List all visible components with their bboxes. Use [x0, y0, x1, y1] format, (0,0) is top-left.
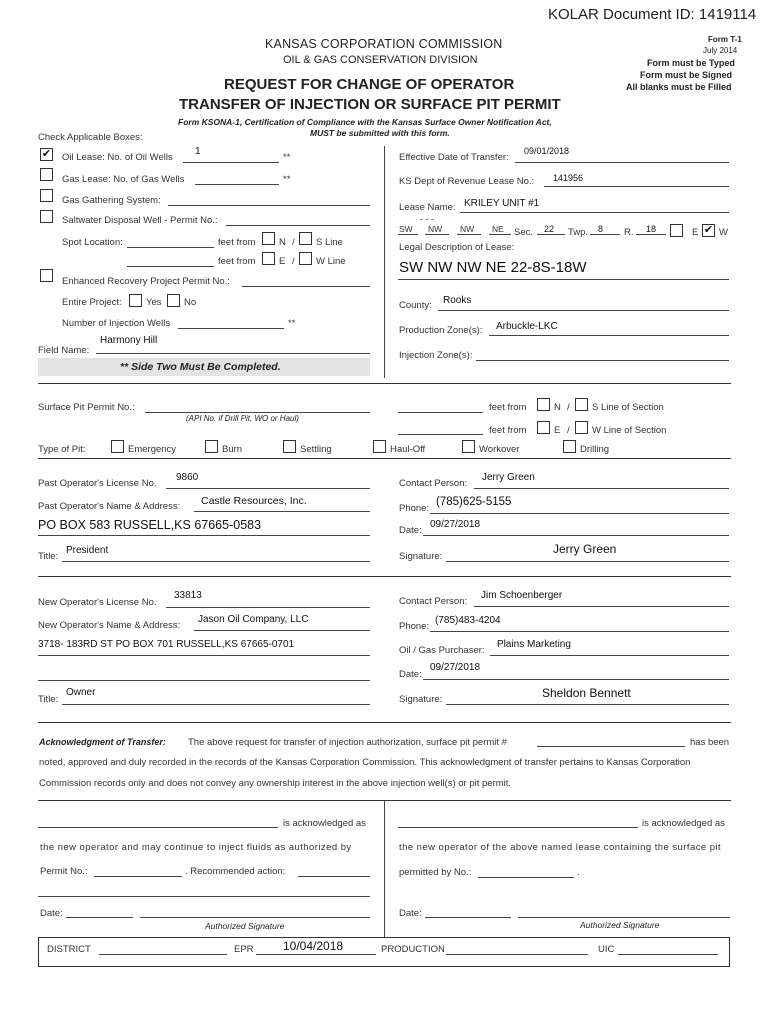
- new-address-line-2[interactable]: [38, 680, 370, 681]
- quarter-4-line: [489, 234, 511, 235]
- district-line[interactable]: [99, 954, 227, 955]
- ack-lead: Acknowledgment of Transfer:: [39, 737, 166, 747]
- quarter-dashes: - - -: [420, 214, 434, 224]
- pit-permit-label: Surface Pit Permit No.:: [38, 402, 135, 413]
- sec-line: [537, 234, 565, 235]
- division-name: OIL & GAS CONSERVATION DIVISION: [283, 54, 478, 66]
- new-license-line: [166, 607, 370, 608]
- eor-checkbox[interactable]: [40, 269, 53, 282]
- ack-text-1: The above request for transfer of injection authorization, surface pit permit #: [188, 737, 507, 748]
- subtitle-2: MUST be submitted with this form.: [310, 128, 450, 138]
- legal-description-line: [398, 279, 729, 280]
- new-license-label: New Operator's License No.: [38, 597, 157, 608]
- right-authorized-signature: Authorized Signature: [580, 920, 660, 930]
- past-contact-value[interactable]: Jerry Green: [482, 472, 535, 483]
- gas-lease-label: Gas Lease: No. of Gas Wells: [62, 174, 185, 185]
- left-permit-no-label: Permit No.:: [40, 866, 88, 877]
- new-title-line: [62, 704, 370, 705]
- pit-w-checkbox[interactable]: [575, 421, 588, 434]
- emergency-label: Emergency: [128, 444, 177, 455]
- past-date-value[interactable]: 09/27/2018: [430, 519, 481, 530]
- entire-project-label: Entire Project:: [62, 297, 122, 308]
- slash-separator: /: [567, 425, 570, 436]
- pit-n-checkbox[interactable]: [537, 398, 550, 411]
- past-license-value[interactable]: 9860: [176, 472, 199, 483]
- quarter-2-line: [425, 234, 449, 235]
- drilling-checkbox[interactable]: [563, 440, 576, 453]
- effective-date-line: [515, 162, 729, 163]
- past-phone-label: Phone:: [399, 503, 430, 514]
- side-two-note: ** Side Two Must Be Completed.: [120, 361, 281, 373]
- spot-ns-line[interactable]: [127, 247, 214, 248]
- new-name-label: New Operator's Name & Address:: [38, 620, 181, 631]
- gas-lease-checkbox[interactable]: [40, 168, 53, 181]
- injection-wells-line[interactable]: [178, 328, 284, 329]
- form-date: July 2014: [703, 46, 738, 55]
- new-name-value[interactable]: Jason Oil Company, LLC: [198, 614, 309, 625]
- gas-gathering-checkbox[interactable]: [40, 189, 53, 202]
- gas-wells-stars: **: [283, 174, 291, 185]
- ack-text-2: noted, approved and duly recorded in the records of the Kansas Corporation Commission. This acknowledgment of transfer pertains to Kansas Corporation: [39, 757, 691, 768]
- spot-n-checkbox[interactable]: [262, 232, 275, 245]
- quarter-1-line: [398, 234, 418, 235]
- production-zone-value[interactable]: Arbuckle-LKC: [496, 321, 558, 332]
- twp-line: [590, 234, 620, 235]
- past-date-label: Date:: [399, 525, 422, 536]
- quarter-1[interactable]: SW: [399, 224, 413, 234]
- right-date-label: Date:: [399, 908, 422, 919]
- left-ack-line[interactable]: [38, 827, 278, 828]
- range-e-label: E: [692, 227, 699, 238]
- pit-feet-from-1: feet from: [489, 402, 527, 413]
- form-number: Form T-1: [708, 35, 742, 44]
- ack-text-3: Commission records only and does not convey any ownership interest in the above injection well(s) or pit permit.: [39, 778, 512, 789]
- workover-checkbox[interactable]: [462, 440, 475, 453]
- epr-label: EPR: [234, 944, 254, 955]
- pit-type-label: Type of Pit:: [38, 444, 86, 455]
- drilling-label: Drilling: [580, 444, 610, 455]
- settling-label: Settling: [300, 444, 332, 455]
- ack-permit-line[interactable]: [537, 746, 685, 747]
- new-title-value[interactable]: Owner: [66, 687, 96, 698]
- spot-n-label: N: [279, 237, 286, 248]
- quarter-2[interactable]: NW: [428, 224, 443, 234]
- past-date-line: [423, 535, 729, 536]
- slash-separator: /: [292, 256, 295, 267]
- new-phone-line: [430, 631, 729, 632]
- right-is-acknowledged: is acknowledged as: [642, 818, 725, 829]
- left-permit-no-line[interactable]: [94, 876, 182, 877]
- pit-feet-from-2: feet from: [489, 425, 527, 436]
- field-name-line: [96, 353, 370, 354]
- past-name-label: Past Operator's Name & Address:: [38, 501, 181, 512]
- new-name-line: [194, 630, 370, 631]
- left-is-acknowledged: is acknowledged as: [283, 818, 366, 829]
- ks-lease-line: [544, 186, 729, 187]
- epr-date[interactable]: 10/04/2018: [283, 939, 344, 953]
- emergency-checkbox[interactable]: [111, 440, 124, 453]
- county-line: [438, 310, 729, 311]
- sec-value[interactable]: 22: [544, 224, 555, 234]
- hauloff-label: Haul-Off: [390, 444, 426, 455]
- swd-label: Saltwater Disposal Well - Permit No.:: [62, 215, 218, 226]
- past-contact-line: [474, 488, 729, 489]
- ks-lease-label: KS Dept of Revenue Lease No.:: [399, 176, 535, 187]
- right-ack-line[interactable]: [398, 827, 638, 828]
- recommended-action-label: . Recommended action:: [185, 866, 286, 877]
- past-address-value[interactable]: PO BOX 583 RUSSELL,KS 67665-0583: [38, 518, 262, 532]
- purchaser-line: [490, 655, 729, 656]
- lease-name-line: [460, 212, 729, 213]
- lease-name-value[interactable]: KRILEY UNIT #1: [464, 198, 540, 209]
- quarter-3[interactable]: NW: [460, 224, 475, 234]
- pit-e-checkbox[interactable]: [537, 421, 550, 434]
- left-signature-line[interactable]: [140, 917, 370, 918]
- field-name-label: Field Name:: [38, 345, 90, 356]
- pit-permit-line[interactable]: [145, 412, 370, 413]
- section-rule: [38, 458, 731, 459]
- legal-description-value[interactable]: SW NW NW NE 22-8S-18W: [399, 259, 587, 276]
- permitted-by-line[interactable]: [478, 877, 574, 878]
- spot-location-label: Spot Location:: [62, 237, 123, 248]
- yes-label: Yes: [146, 297, 162, 308]
- right-date-line[interactable]: [425, 917, 511, 918]
- eor-permit-line[interactable]: [242, 286, 370, 287]
- twp-value[interactable]: 8: [598, 224, 604, 234]
- county-value[interactable]: Rooks: [443, 295, 472, 306]
- spot-e-label: E: [279, 256, 286, 267]
- past-title-line: [62, 561, 370, 562]
- uic-line[interactable]: [618, 954, 718, 955]
- left-date-line[interactable]: [66, 917, 133, 918]
- pit-ns-line[interactable]: [398, 412, 483, 413]
- recommended-action-line[interactable]: [298, 876, 370, 877]
- new-phone-value[interactable]: (785)483-4204: [435, 615, 501, 626]
- county-label: County:: [399, 300, 432, 311]
- agency-name: KANSAS CORPORATION COMMISSION: [265, 37, 503, 51]
- quarter-3-line: [457, 234, 481, 235]
- past-phone-line: [430, 513, 729, 514]
- oil-lease-label: Oil Lease: No. of Oil Wells: [62, 152, 173, 163]
- range-value[interactable]: 18: [646, 224, 657, 234]
- new-signature-label: Signature:: [399, 694, 443, 705]
- range-label: R.: [624, 227, 634, 238]
- document-id: KOLAR Document ID: 1419114: [548, 6, 757, 23]
- oil-wells-value[interactable]: 1: [195, 146, 201, 157]
- form-title-2: TRANSFER OF INJECTION OR SURFACE PIT PERMIT: [179, 96, 561, 113]
- section-rule: [38, 576, 731, 577]
- spot-w-label: W Line: [316, 256, 346, 267]
- sec-label: Sec.: [514, 227, 534, 238]
- past-signature-label: Signature:: [399, 551, 443, 562]
- field-name-value[interactable]: Harmony Hill: [100, 335, 158, 346]
- left-date-label: Date:: [40, 908, 63, 919]
- range-line: [636, 234, 666, 235]
- pit-n-label: N: [554, 402, 561, 413]
- new-address-value[interactable]: 3718- 183RD ST PO BOX 701 RUSSELL,KS 67665-0701: [38, 639, 295, 650]
- entire-project-no-checkbox[interactable]: [167, 294, 180, 307]
- left-authorized-signature: Authorized Signature: [205, 921, 285, 931]
- production-label: PRODUCTION: [381, 944, 445, 955]
- new-signature-value[interactable]: Sheldon Bennett: [542, 686, 631, 700]
- ks-lease-value[interactable]: 141956: [553, 173, 584, 183]
- production-zone-label: Production Zone(s):: [399, 325, 483, 336]
- new-address-line: [38, 655, 370, 656]
- entire-project-yes-checkbox[interactable]: [129, 294, 142, 307]
- new-signature-line: [446, 704, 729, 705]
- district-label: DISTRICT: [47, 944, 91, 955]
- gas-gathering-label: Gas Gathering System:: [62, 195, 161, 206]
- section-rule: [38, 383, 731, 384]
- past-license-line: [166, 488, 370, 489]
- spot-w-checkbox[interactable]: [299, 252, 312, 265]
- spot-feet-from-2: feet from: [218, 256, 256, 267]
- new-date-label: Date:: [399, 669, 422, 680]
- form-title-1: REQUEST FOR CHANGE OF OPERATOR: [224, 76, 515, 93]
- new-title-label: Title:: [38, 694, 59, 705]
- new-contact-value[interactable]: Jim Schoenberger: [481, 590, 563, 601]
- pit-w-label: W Line of Section: [592, 425, 667, 436]
- past-name-value[interactable]: Castle Resources, Inc.: [201, 495, 307, 507]
- oil-wells-stars: **: [283, 152, 291, 163]
- api-note: (API No. if Drill Pit, WO or Haul): [186, 414, 299, 423]
- burn-label: Burn: [222, 444, 243, 455]
- pit-ew-line[interactable]: [398, 434, 483, 435]
- check-boxes-label: Check Applicable Boxes:: [38, 132, 143, 143]
- note-typed: Form must be Typed: [647, 58, 735, 68]
- right-ack-text: the new operator of the above named lease containing the surface pit: [399, 842, 722, 853]
- purchaser-label: Oil / Gas Purchaser:: [399, 645, 485, 656]
- workover-label: Workover: [479, 444, 520, 455]
- injection-zone-label: Injection Zone(s):: [399, 350, 473, 361]
- past-phone-value[interactable]: (785)625-5155: [436, 496, 512, 508]
- legal-description-label: Legal Description of Lease:: [399, 242, 515, 253]
- gas-gathering-line[interactable]: [168, 205, 370, 206]
- past-title-label: Title:: [38, 551, 59, 562]
- new-license-value[interactable]: 33813: [174, 590, 202, 601]
- slash-separator: /: [567, 402, 570, 413]
- note-signed: Form must be Signed: [640, 70, 733, 80]
- range-w-label: W: [719, 227, 728, 238]
- effective-date-value[interactable]: 09/01/2018: [524, 146, 570, 156]
- spot-e-checkbox[interactable]: [262, 252, 275, 265]
- settling-checkbox[interactable]: [283, 440, 296, 453]
- ack-has-been: has been: [690, 737, 730, 748]
- permitted-by-period: .: [577, 867, 580, 878]
- check-mark-icon: ✔: [41, 148, 52, 160]
- uic-label: UIC: [598, 944, 615, 955]
- twp-label: Twp.: [568, 227, 589, 238]
- left-ack-text: the new operator and may continue to inject fluids as authorized by: [40, 842, 352, 853]
- column-divider: [384, 146, 385, 378]
- injection-wells-stars: **: [288, 318, 296, 329]
- past-name-line: [194, 511, 370, 512]
- past-contact-label: Contact Person:: [399, 478, 468, 489]
- spot-ew-line[interactable]: [127, 266, 214, 267]
- subtitle-1: Form KSONA-1, Certification of Compliance with the Kansas Surface Owner Notification Act,: [178, 117, 552, 127]
- note-filled: All blanks must be Filled: [626, 82, 732, 92]
- spot-s-checkbox[interactable]: [299, 232, 312, 245]
- pit-e-label: E: [554, 425, 561, 436]
- no-label: No: [184, 297, 197, 308]
- spot-feet-from-1: feet from: [218, 237, 256, 248]
- gas-wells-line[interactable]: [195, 184, 279, 185]
- pit-s-checkbox[interactable]: [575, 398, 588, 411]
- pit-s-label: S Line of Section: [592, 402, 664, 413]
- past-license-label: Past Operator's License No.: [38, 478, 157, 489]
- eor-label: Enhanced Recovery Project Permit No.:: [62, 276, 230, 287]
- past-signature-line: [446, 561, 729, 562]
- past-address-line: [38, 535, 370, 536]
- hauloff-checkbox[interactable]: [373, 440, 386, 453]
- check-mark-icon: ✔: [703, 224, 714, 236]
- right-signature-line[interactable]: [518, 917, 730, 918]
- new-contact-line: [474, 606, 729, 607]
- new-phone-label: Phone:: [399, 621, 430, 632]
- new-contact-label: Contact Person:: [399, 596, 468, 607]
- new-date-line: [423, 679, 729, 680]
- past-signature-value[interactable]: Jerry Green: [553, 542, 617, 556]
- injection-wells-label: Number of Injection Wells: [62, 318, 171, 329]
- ack-divider: [384, 801, 385, 937]
- production-zone-line: [489, 335, 729, 336]
- recommended-action-line-2[interactable]: [38, 896, 370, 897]
- spot-s-label: S Line: [316, 237, 343, 248]
- range-e-checkbox[interactable]: [670, 224, 683, 237]
- purchaser-value[interactable]: Plains Marketing: [497, 639, 571, 650]
- swd-checkbox[interactable]: [40, 210, 53, 223]
- burn-checkbox[interactable]: [205, 440, 218, 453]
- permitted-by-label: permitted by No.:: [399, 867, 472, 878]
- slash-separator: /: [292, 237, 295, 248]
- effective-date-label: Effective Date of Transfer:: [399, 152, 509, 163]
- injection-zone-line[interactable]: [476, 360, 729, 361]
- section-rule: [38, 722, 731, 723]
- production-line[interactable]: [446, 954, 588, 955]
- epr-line: [256, 954, 376, 955]
- oil-wells-line: [183, 162, 279, 163]
- past-title-value[interactable]: President: [66, 545, 109, 556]
- new-date-value[interactable]: 09/27/2018: [430, 662, 481, 673]
- lease-name-label: Lease Name:: [399, 202, 456, 213]
- swd-permit-line[interactable]: [226, 225, 370, 226]
- quarter-4[interactable]: NE: [492, 224, 504, 234]
